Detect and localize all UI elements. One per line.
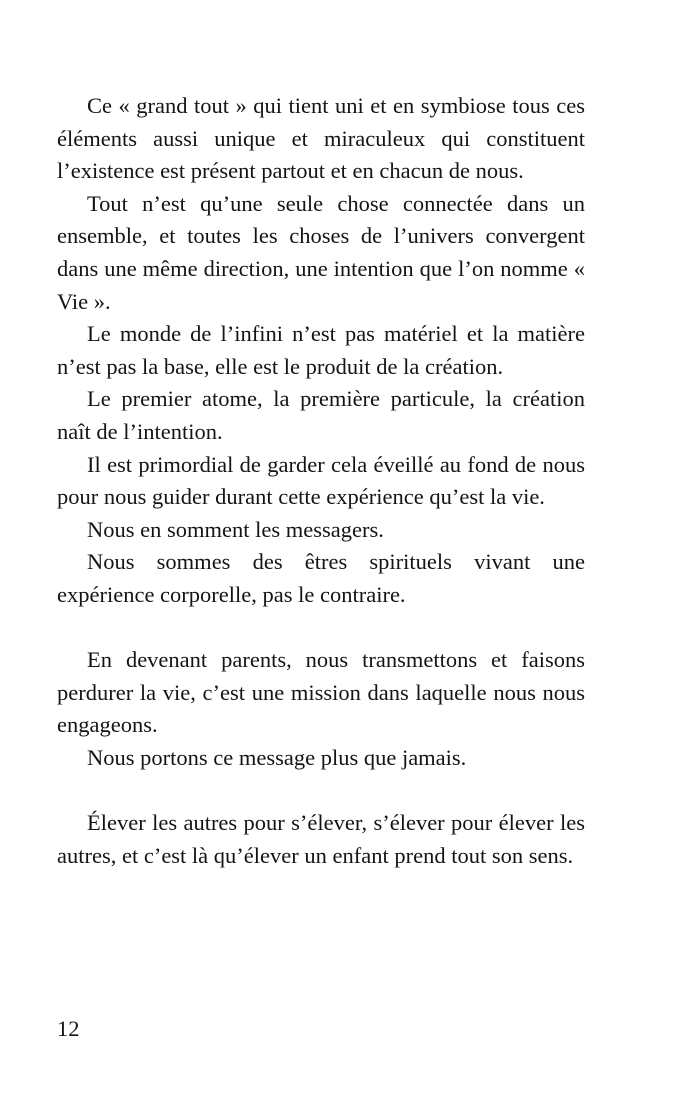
paragraph-8: En devenant parents, nous transmettons et faisons perdurer la vie, c’est une mission dans laquelle nous nous engageons. (57, 647, 585, 738)
paragraph-7: Nous sommes des êtres spirituels vivant une expérience corporelle, pas le contraire. (57, 549, 585, 607)
section-gap (57, 612, 585, 645)
paragraph-3: Le monde de l’infini n’est pas matériel et la matière n’est pas la base, elle est le produit de la création. (57, 321, 585, 379)
paragraph-1: Ce « grand tout » qui tient uni et en symbiose tous ces éléments aussi unique et miraculeux qui constituent l’existence est présent partout et en chacun de nous. (57, 93, 585, 184)
section-gap (57, 774, 585, 807)
page-number: 12 (57, 1016, 80, 1041)
paragraph-2: Tout n’est qu’une seule chose connectée dans un ensemble, et toutes les choses de l’univers convergent dans une même direction, une intention que l’on nomme « Vie ». (57, 190, 585, 314)
paragraph-4: Le premier atome, la première particule, la création naît de l’intention. (57, 386, 585, 444)
page-body (57, 90, 585, 872)
paragraph-6: Nous en somment les messagers. (87, 516, 384, 542)
paragraph-5: Il est primordial de garder cela éveillé au fond de nous pour nous guider durant cette expérience qu’est la vie. (57, 451, 585, 510)
paragraph-9: Nous portons ce message plus que jamais. (87, 744, 467, 770)
paragraph-10: Élever les autres pour s’élever, s’élever pour élever les autres, et c’est là qu’élever un enfant prend tout son sens. (57, 810, 585, 868)
